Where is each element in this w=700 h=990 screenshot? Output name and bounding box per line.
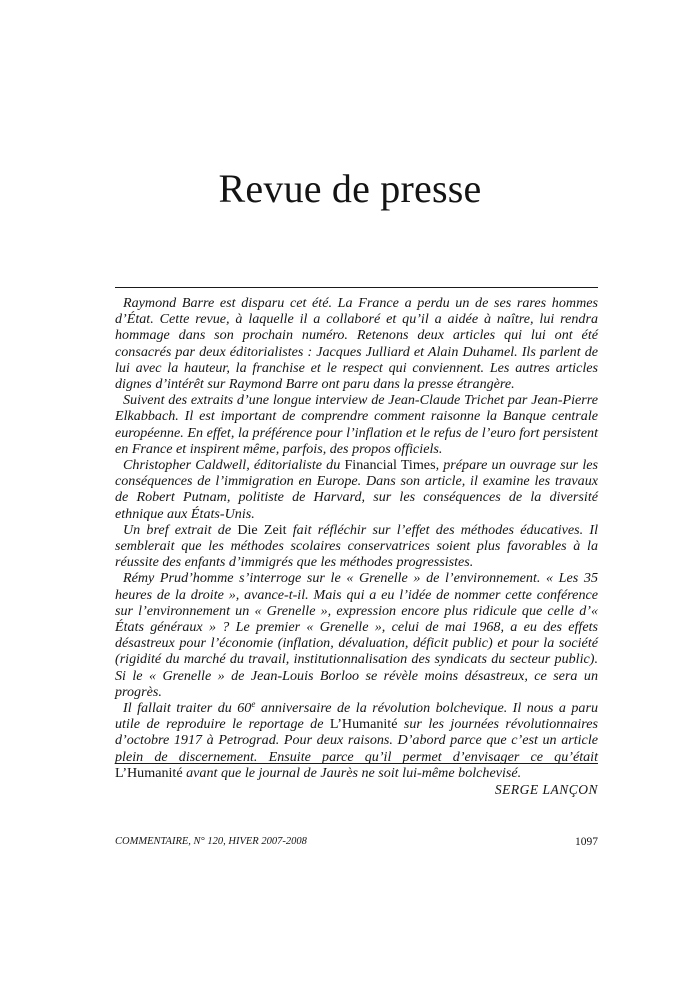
publication-name: L’Humanité (115, 764, 183, 781)
article-body (115, 295, 598, 798)
author-signature: SERGE LANÇON (494, 782, 598, 798)
paragraph-barre: Raymond Barre est disparu cet été. La France a perdu un de ses rares hommes d’État. Cette revue, à laquelle il a collaboré et qu’il a aidée à naître, lui rendra hommage dans son prochain numéro. Retenons deux articles qui lui ont été consacrés par deux éditorialistes : Jacques Julliard et Alain Duhamel. Ils parlent de lui avec la hauteur, la franchise et le respect qui conviennent. Les autres articles dignes d’intérêt sur Raymond Barre ont paru dans la presse étrangère. (115, 295, 598, 393)
paragraph-text: sur les journées révolutionnaires d’octobre 1917 à Petrograd. Pour deux raisons. D’abord parce que c’est un article plein de discernement. Ensuite parce qu’il permet d’envisager ce qu’était (115, 716, 598, 765)
journal-citation: COMMENTAIRE, N° 120, HIVER 2007-2008 (115, 836, 307, 847)
publication-name: Financial Times (344, 457, 436, 474)
paragraph-text: Un bref extrait de (123, 521, 238, 538)
bottom-rule (115, 763, 598, 764)
paragraph-trichet: Suivent des extraits d’une longue interview de Jean-Claude Trichet par Jean-Pierre Elkabbach. Il est important de comprendre comment raisonne la Banque centrale européenne. En effet, la préférence pour l’inflation et le refus de l’euro fort persistent en France et inspirent même, parfois, des propos officiels. (115, 392, 598, 457)
superscript: e (251, 699, 256, 710)
page-number: 1097 (575, 836, 598, 848)
paragraph-grenelle: Rémy Prud’homme s’interroge sur le « Grenelle » de l’environnement. « Les 35 heures de la droite », avance-t-il. Mais qui a eu l’idée de nommer cette conférence sur l’environnement un « Grenelle », expression encore plus ridicule que celle d’« États généraux » ? Le premier « Grenelle », celui de mai 1968, a eu des effets désastreux pour l’économie (inflation, dévaluation, déficit public) et pour la société (rigidité du marché du travail, institutionnalisation des syndicats du secteur public). Si le « Grenelle » de Jean-Louis Borloo se révèle moins désastreux, ce sera un progrès. (115, 570, 598, 700)
paragraph-text: fait réfléchir sur l’effet des méthodes éducatives. Il semblerait que les méthodes scolaires conservatrices soient plus favorables à la réussite des enfants d’immigrés que les méthodes progressistes. (115, 521, 598, 571)
top-rule (115, 287, 598, 288)
paragraph-caldwell (115, 457, 598, 522)
paragraph-die-zeit (115, 522, 598, 571)
paragraph-text: anniversaire de la révolution bolchevique. Il nous a paru utile de reproduire le reportage de (115, 700, 598, 733)
publication-name: L’Humanité (329, 716, 398, 733)
paragraph-text: Christopher Caldwell, éditorialiste du (123, 457, 345, 474)
paragraph-text: avant que le journal de Jaurès ne soit lui-même bolchevisé. (182, 764, 522, 781)
page-title: Revue de presse (218, 166, 482, 211)
publication-name: Die Zeit (237, 521, 287, 538)
paragraph-text: Il fallait traiter du 60 (123, 700, 252, 717)
paragraph-text: , prépare un ouvrage sur les conséquences de l’immigration en Europe. Dans son article, il examine les travaux de Robert Putnam, politiste de Harvard, sur les conséquences de la diversité ethnique aux États-Unis. (115, 457, 598, 522)
paragraph-revolution (115, 700, 598, 781)
